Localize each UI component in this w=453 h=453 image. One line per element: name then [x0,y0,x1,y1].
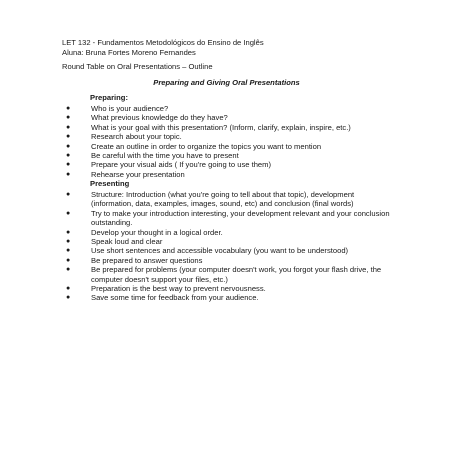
list-item [0,190,391,209]
list-item-text: Be careful with the time you have to present [91,151,239,161]
list-item-text: Preparation is the best way to prevent nervousness. [91,284,266,294]
list-item-text: Research about your topic. [91,132,182,142]
bullet-icon: ● [66,170,71,178]
bullet-icon: ● [66,105,71,112]
bullet-icon: ● [66,133,71,141]
list-item-text: Prepare your visual aids ( If you're going to use them) [91,160,271,170]
list-item [0,284,391,293]
list-item [0,132,391,141]
bullet-icon: ● [66,161,71,169]
bullet-icon: ● [66,191,71,198]
bullet-icon: ● [66,152,71,160]
bullet-icon: ● [66,114,71,122]
list-item-text: Try to make your introduction interesting, your development relevant and your conclusion outstanding. [91,208,390,228]
list-item-text: Develop your thought in a logical order. [91,227,223,237]
student-line: Aluna: Bruna Fortes Moreno Fernandes [62,47,196,57]
list-item [0,228,391,237]
list-item [0,237,391,246]
bullet-icon: ● [66,285,71,293]
document-title: Preparing and Giving Oral Presentations [153,78,300,87]
bullet-icon: ● [66,256,71,264]
bullet-icon: ● [66,209,71,217]
bullet-icon: ● [66,142,71,150]
list-item-text: What is your goal with this presentation? (Inform, clarify, explain, inspire, etc.) [91,122,351,132]
bullet-icon: ● [66,247,71,255]
document-subtitle: Round Table on Oral Presentations – Outline [62,62,213,71]
list-item-text: Use short sentences and accessible vocabulary (you want to be understood) [91,246,349,256]
list-item-text: Structure: Introduction (what you're going to tell about that topic), development (information, data, examples, images, sound, etc) and conclusion (final words) [91,190,355,209]
preparing-list [0,104,391,179]
list-item [0,256,391,265]
list-item-text: Speak loud and clear [91,237,163,247]
list-item-text: Save some time for feedback from your audience. [91,293,259,303]
list-item-text: What previous knowledge do they have? [91,113,228,123]
presenting-list [0,190,391,303]
list-item-text: Be prepared for problems (your computer doesn't work, you forgot your flash drive, the computer doesn't support your files, etc.) [91,265,382,284]
list-item-text: Rehearse your presentation [91,169,185,179]
list-item-text: Be prepared to answer questions [91,255,203,265]
list-item-text: Who is your audience? [91,104,169,113]
bullet-icon: ● [66,123,71,131]
bullet-icon: ● [66,238,71,246]
document-header [62,38,264,57]
section-heading-preparing: Preparing: [90,93,128,102]
list-item [0,151,391,160]
list-item [0,246,391,255]
list-item [0,123,391,132]
list-item [0,170,391,179]
list-item [0,293,391,302]
list-item [0,104,391,113]
bullet-icon: ● [66,266,71,274]
list-item [0,265,391,284]
course-line: LET 132 - Fundamentos Metodológicos do Ensino de Inglês [62,38,264,47]
list-item [0,160,391,169]
list-item [0,113,391,122]
bullet-icon: ● [66,228,71,236]
list-item [0,209,391,228]
list-item [0,142,391,151]
list-item-text: Create an outline in order to organize the topics you want to mention [91,141,322,151]
section-heading-presenting: Presenting [90,179,130,188]
bullet-icon: ● [66,294,71,302]
